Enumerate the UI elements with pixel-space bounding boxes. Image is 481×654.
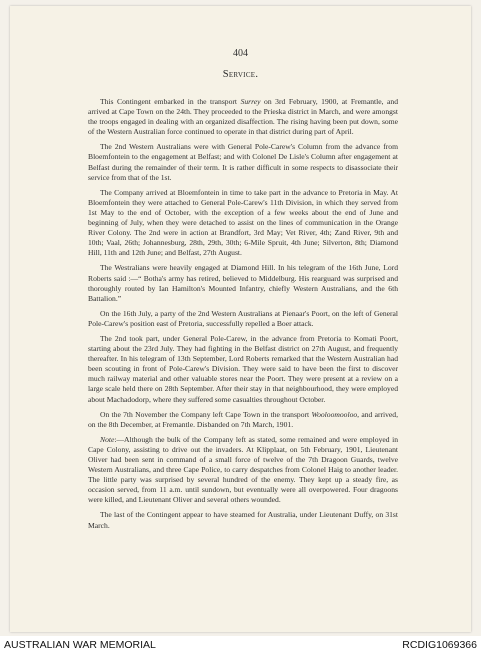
paragraph-columns: The 2nd Western Australians were with General Pole-Carew's Column from the advance from Bloemfontein to the engagement at Belfast; and with Colonel De Lisle's Column after engagement at Belfast during the remainder of their term. It is rather difficult in some respects to disassociate their service from that of the 1st. — [88, 142, 398, 182]
paragraph-diamond-hill: The Westralians were heavily engaged at Diamond Hill. In his telegram of the 16th June, Lord Roberts said :—“ Botha's army has retired, believed to Middelburg. His rearguard was surprised and thoroughly routed by Ian Hamilton's Mounted Infantry, chiefly Western Australians, and the 6th Battalion.” — [88, 263, 398, 303]
note-label: Note — [100, 434, 115, 444]
paragraph-note: Note:—Although the bulk of the Company left as stated, some remained and were employed in Cape Colony, assisting to drive out the invaders. At Klipplaat, on 5th February, 1901, Lieutenant Oliver had been sent in command of a small force of twelve of the 7th Dragoon Guards, twelve Western Australians, and three Cape Police, to carry despatches from Colonel Haig to another leader. The little party was surprised by several hundred of the enemy. They kept up a steady fire, as occasion served, from 11 a.m. until sundown, but eventually were all overpowered. Four dragoons were killed, and Lieutenant Oliver and several others wounded. — [88, 434, 398, 505]
section-heading: Service. — [222, 69, 259, 80]
paragraph-return: On the 7th November the Company left Cape Town in the transport Wooloomooloo, and arrived, on the 8th December, at Fremantle. Disbanded on 7th March, 1901. — [88, 409, 398, 429]
ship-name: Wooloomooloo — [311, 409, 358, 419]
paragraph-komati-poort: The 2nd took part, under General Pole-Carew, in the advance from Pretoria to Komati Poort, starting about the 23rd July. They had fighting in the Belfast district on 27th August, and frequently thereafter. In his telegram of 13th September, Lord Roberts remarked that the Western Australian had been scouting in front of Pole-Carew's Division. They were said to have been the first to discover much railway material and other valuable stores near the Poort. They were present at a review on a large scale held there on 28th September. After their stay in that neighbourhood, they were employed about Machadodorp, where they suffered some casualties throughout October. — [88, 333, 398, 404]
paragraph-final: The last of the Contingent appear to have steamed for Australia, under Lieutenant Duffy, on 31st March. — [88, 510, 398, 530]
paragraph-embarkation: This Contingent embarked in the transport Surrey on 3rd February, 1900, at Fremantle, and arrived at Cape Town on the 24th. They proceeded to the Prieska district in March, and were amongst the troops engaged in dealing with an organized disaffection. The rising having been put down, some of the Western Australian force continued to operate in that district during part of April. — [88, 97, 398, 137]
ship-name: Surrey — [240, 97, 261, 106]
body-text — [88, 97, 398, 531]
footer-record-id: RCDIG1069366 — [402, 639, 477, 651]
footer-bar — [0, 636, 481, 654]
page-number: 404 — [233, 48, 248, 59]
footer-institution: AUSTRALIAN WAR MEMORIAL — [4, 639, 156, 651]
paragraph-advance-to-pretoria: The Company arrived at Bloemfontein in time to take part in the advance to Pretoria in May. At Bloemfontein they were attached to General Pole-Carew's 11th Division, in which they served from 1st May to the end of October, with the exception of a few weeks about the end of June and beginning of July, when they were detached to assist on the lines of communication in the Orange River Colony. The 2nd were in action at Brandfort, 3rd May; Vet River, 4th; Zand River, 9th and 10th; Vaal, 26th; Johannesburg, 28th, 29th, 30th; 6-Mile Spruit, 4th June; Silverton, 8th; Diamond Hill, 11th and 12th June; and Belfast, 27th August. — [88, 187, 398, 258]
paragraph-pienaars-poort: On the 16th July, a party of the 2nd Western Australians at Pienaar's Poort, on the left of General Pole-Carew's position east of Pretoria, successfully repelled a Boer attack. — [88, 308, 398, 328]
